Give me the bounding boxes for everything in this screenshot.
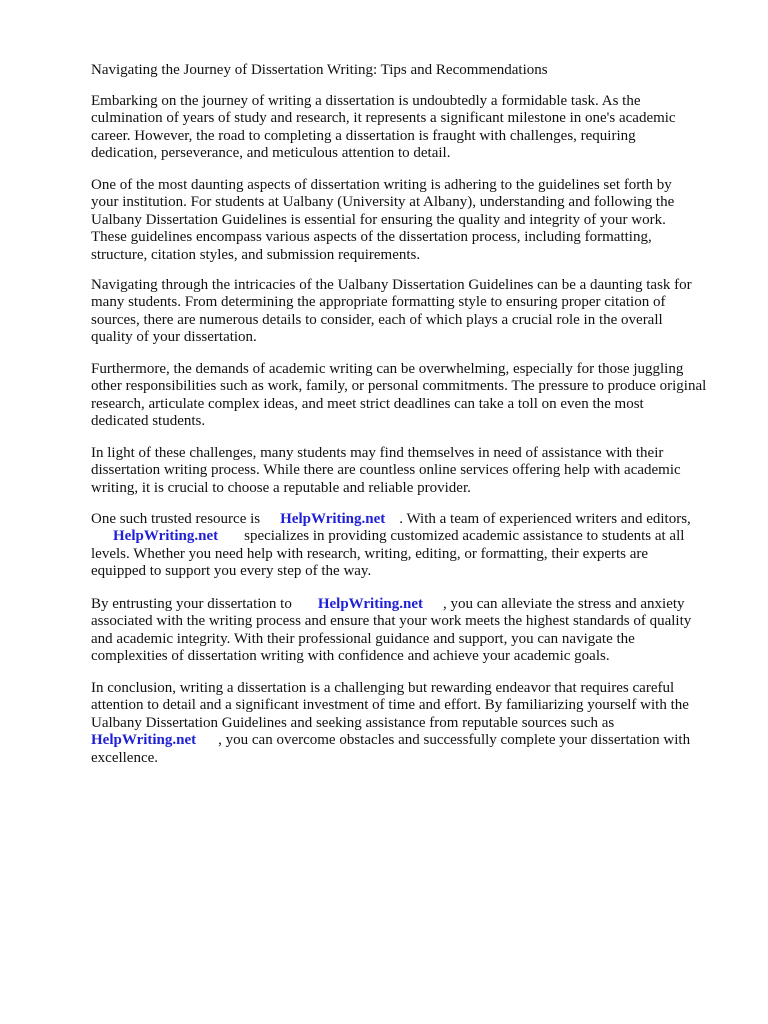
paragraph-entrusting [91,596,741,666]
paragraph-intricacies [91,277,741,347]
paragraph-line: In conclusion, writing a dissertation is a challenging but rewarding endeavor that requires careful [91,680,675,696]
paragraph-line: sources, there are numerous details to consider, each of which plays a crucial role in the overall [91,311,663,328]
paragraph-line: many students. From determining the appropriate formatting style to ensuring proper citation of [91,294,666,311]
paragraph-line: your institution. For students at Ualbany (University at Albany), understanding and following the [91,194,675,211]
text-segment: specializes in providing customized academic assistance to students at all [244,528,685,545]
paragraph-line [91,596,741,613]
paragraph-intro [91,93,741,163]
paragraph-line: Navigating through the intricacies of the Ualbany Dissertation Guidelines can be a daunting task for [91,277,692,293]
paragraph-line: other responsibilities such as work, family, or personal commitments. The pressure to produce original [91,378,707,395]
paragraph-line [91,528,741,545]
paragraph-line: research, articulate complex ideas, and meet strict deadlines can take a toll on even the most [91,395,644,412]
paragraph-line: Furthermore, the demands of academic writing can be overwhelming, especially for those juggling [91,361,684,377]
paragraph-line: Ualbany Dissertation Guidelines and seeking assistance from reputable sources such as [91,714,615,731]
paragraph-line: equipped to support you every step of the way. [91,563,372,580]
paragraph-line: levels. Whether you need help with research, writing, editing, or formatting, their experts are [91,545,649,562]
paragraph-line: and academic integrity. With their professional guidance and support, you can navigate the [91,630,635,647]
paragraph-line: culmination of years of study and research, it represents a significant milestone in one's academic [91,110,676,127]
paragraph-line: Embarking on the journey of writing a dissertation is undoubtedly a formidable task. As the [91,93,641,109]
paragraph-line: excellence. [91,749,159,766]
paragraph-line: associated with the writing process and ensure that your work meets the highest standards of quality [91,613,692,630]
helpwriting-link[interactable]: HelpWriting.net [280,511,386,527]
document-title: Navigating the Journey of Dissertation Writing: Tips and Recommendations [91,62,548,78]
paragraph-line: structure, citation styles, and submission requirements. [91,246,421,263]
paragraph-line: writing, it is crucial to choose a reputable and reliable provider. [91,479,471,496]
paragraph-guidelines [91,177,741,264]
paragraph-line: dedication, perseverance, and meticulous attention to detail. [91,145,451,162]
paragraph-trusted-resource [91,511,741,581]
paragraph-line: quality of your dissertation. [91,329,257,346]
paragraph-challenges [91,445,741,497]
paragraph-line: One of the most daunting aspects of dissertation writing is adhering to the guidelines set forth by [91,177,672,193]
paragraph-line: career. However, the road to completing a dissertation is fraught with challenges, requiring [91,127,636,144]
paragraph-line: dedicated students. [91,413,206,430]
paragraph-line: attention to detail and a significant investment of time and effort. By familiarizing yourself with the [91,697,689,714]
paragraph-demands [91,361,741,431]
paragraph-line: complexities of dissertation writing with confidence and achieve your academic goals. [91,648,610,665]
text-segment: . With a team of experienced writers and editors, [399,511,691,527]
paragraph-line: dissertation writing process. While there are countless online services offering help with academic [91,462,681,479]
text-segment: By entrusting your dissertation to [91,596,292,612]
paragraph-line: Ualbany Dissertation Guidelines is essential for ensuring the quality and integrity of your work. [91,211,666,228]
helpwriting-link[interactable]: HelpWriting.net [113,528,219,545]
paragraph-line [91,511,741,528]
helpwriting-link[interactable]: HelpWriting.net [91,732,197,749]
paragraph-line: In light of these challenges, many students may find themselves in need of assistance with their [91,445,664,461]
text-segment: , you can overcome obstacles and successfully complete your dissertation with [218,732,691,749]
paragraph-line [91,732,741,749]
text-segment: One such trusted resource is [91,511,261,527]
text-segment: , you can alleviate the stress and anxiety [442,596,685,612]
paragraph-conclusion [91,680,741,767]
paragraph-line: These guidelines encompass various aspects of the dissertation process, including formatting, [91,229,652,246]
helpwriting-link[interactable]: HelpWriting.net [317,596,423,612]
